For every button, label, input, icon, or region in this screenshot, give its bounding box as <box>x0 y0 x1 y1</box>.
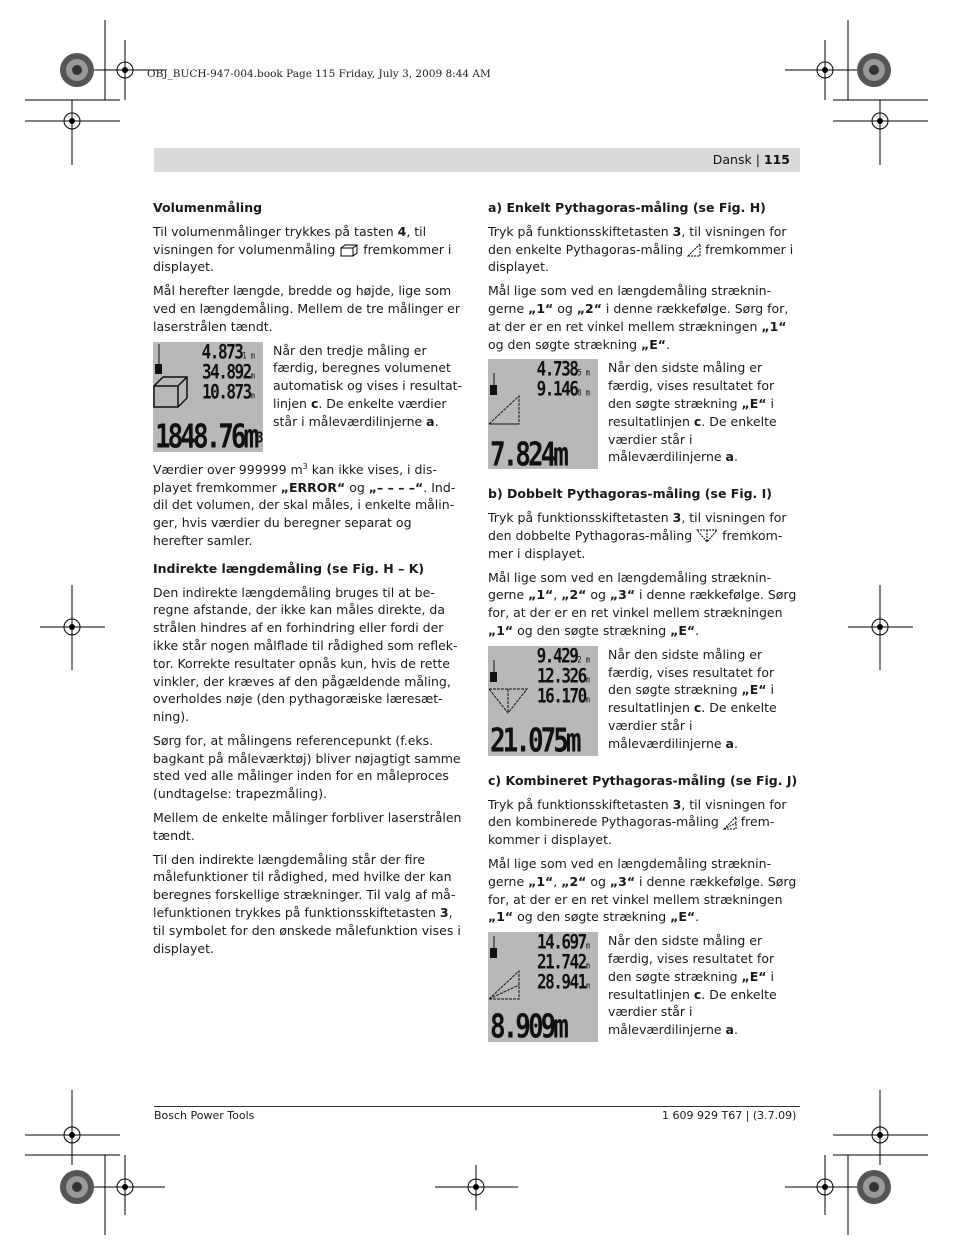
text: . Inddil det volumen, der skal måles, i enkelte målinger, hvis værdier du beregner separat og herefter samler. <box>153 479 456 548</box>
footer-rule <box>154 1106 800 1107</box>
paragraph: Mellem de enkelte målinger forbliver laserstrålen tændt. <box>153 810 462 843</box>
ref: c <box>310 395 319 411</box>
display-indicators-icon <box>490 373 498 397</box>
text: og den søgte strækning <box>513 622 671 638</box>
page-header <box>154 148 800 172</box>
value: 21.742 <box>536 950 586 974</box>
text: Når den sidste måling er færdig, vises resultatet for den søgte strækning <box>608 360 775 411</box>
text: Tryk på funktionsskiftetasten <box>488 223 673 239</box>
footer-docnumber: 1 609 929 T67 | (3.7.09) <box>662 1109 797 1122</box>
text: Til volumenmålinger trykkes på tasten <box>153 223 398 239</box>
paragraph <box>153 851 465 958</box>
text: fremkommer i displayet. <box>488 241 794 275</box>
ref: „E“ <box>641 336 667 352</box>
dash-code: „– – – –“ <box>368 479 424 495</box>
figure-caption <box>608 932 800 1039</box>
value: 34.892 <box>201 360 251 383</box>
unit: 8 m <box>577 388 590 399</box>
single-pythagoras-icon <box>687 243 701 257</box>
text: fremkommer i displayet. <box>488 814 775 848</box>
text: . De enkelte værdier står i måleværdilinjerne <box>273 395 447 429</box>
figure-double-pythagoras <box>488 644 800 761</box>
ref: c <box>693 413 702 429</box>
text: , til visningen for den kombinerede Pythagoras-måling <box>488 796 787 830</box>
text: . De enkelte værdier står i måleværdilinjerne <box>608 700 777 751</box>
value: 9.146 <box>536 377 578 401</box>
lcd-row-2 <box>537 379 590 405</box>
ref: „1“ <box>528 300 554 316</box>
unit: m <box>585 695 590 705</box>
paragraph: Sørg for, at målingens referencepunkt (f.eks. bagkant på måleværktøj) bliver nøjagtigt samme sted ved alle målinger inden for en måleproces (undtagelse: trapezmåling). <box>153 732 461 802</box>
text: , <box>553 873 562 889</box>
page-number: 115 <box>763 152 790 167</box>
paragraph <box>488 282 800 353</box>
value: 1848.76m <box>155 418 257 457</box>
text: i denne rækkefølge. Sørg for, at der er en ret vinkel mellem strækningen <box>488 587 797 621</box>
text: , til visningen for volumenmåling <box>153 223 427 257</box>
figure-caption <box>608 359 800 466</box>
key-ref: 3 <box>672 510 682 526</box>
lcd-result: 21.075m <box>490 722 579 761</box>
text: Mål lige som ved en længdemåling strækningerne <box>488 283 772 316</box>
exponent: 3 <box>302 461 308 471</box>
ref: „1“ <box>488 909 514 925</box>
text: . <box>666 336 670 352</box>
footer-brand: Bosch Power Tools <box>154 1109 255 1122</box>
ref: c <box>693 986 702 1002</box>
display-indicators-icon <box>490 936 498 960</box>
text: Når den tredje måling er færdig, beregnes volumenet automatisk og vises i resultatlinjen <box>273 342 463 411</box>
text: og den søgte strækning <box>488 336 642 352</box>
ref: „1“ <box>528 587 554 603</box>
text: og <box>553 300 577 316</box>
figure-volume <box>153 340 465 457</box>
ref: „1“ <box>488 622 514 638</box>
value: 4.738 <box>536 357 578 381</box>
text: i resultatlinjen <box>608 682 774 716</box>
ref: „E“ <box>741 395 767 411</box>
ref: „3“ <box>609 873 636 889</box>
figure-caption <box>608 646 800 753</box>
value: 16.170 <box>536 684 586 708</box>
text: i denne rækkefølge. Sørg for, at der er en ret vinkel mellem strækningen <box>488 873 797 907</box>
text: . De enkelte værdier står i måleværdilinjerne <box>608 413 777 465</box>
text: fremkommer i displayet. <box>153 241 452 275</box>
value: 12.326 <box>536 664 586 688</box>
combined-triangle-diagram-icon <box>488 970 522 1000</box>
text: . <box>733 449 738 465</box>
text: , til visningen for den enkelte Pythagoras-måling <box>488 223 787 257</box>
unit: 1 m <box>242 350 255 361</box>
double-pythagoras-icon <box>696 529 718 543</box>
paragraph <box>488 855 800 926</box>
paragraph <box>488 509 800 562</box>
ref: „E“ <box>741 968 767 984</box>
text: og <box>586 873 610 889</box>
paragraph <box>488 223 800 276</box>
value: 14.697 <box>536 930 586 954</box>
paragraph: Den indirekte længdemåling bruges til at beregne afstande, der ikke kan måles direkte, da strålen hindres af en forhindring eller fordi der ikke står nogen målflade til rådighed som reflektor. Korrekte resultater opnås kun, hvis de rette vinkler, der kræves af den pågældende måling, overholdes nøje (den pythagoræiske læresætning). <box>153 584 458 725</box>
left-column <box>153 199 465 963</box>
value: 4.873 <box>201 340 243 363</box>
ref: „3“ <box>609 587 636 603</box>
key-ref: 4 <box>397 223 407 239</box>
ref: „2“ <box>561 587 587 603</box>
text: , til visningen for den dobbelte Pythagoras-måling <box>488 510 787 543</box>
ref: „E“ <box>670 909 696 925</box>
value: 9.429 <box>536 644 578 668</box>
paragraph <box>153 458 465 550</box>
unit-exponent: 3 <box>256 428 264 447</box>
heading-double-pythagoras: b) Dobbelt Pythagoras-måling (se Fig. I) <box>488 486 773 502</box>
text: i denne rækkefølge. Sørg for, at der er en ret vinkel mellem strækningen <box>488 300 789 334</box>
unit: m <box>585 941 590 952</box>
text: i resultatlinjen <box>608 395 774 429</box>
display-indicators-icon <box>155 344 163 380</box>
paragraph <box>488 796 800 849</box>
text: i resultatlinjen <box>608 968 774 1002</box>
text: . <box>434 413 439 429</box>
header-separator: | <box>755 152 760 167</box>
header-text <box>713 152 790 167</box>
text: . <box>695 622 700 638</box>
heading-volume: Volumenmåling <box>153 200 263 215</box>
text: . <box>733 1022 738 1038</box>
text: Tryk på funktionsskiftetasten <box>488 510 673 526</box>
paragraph <box>153 223 465 276</box>
key-ref: 3 <box>672 223 682 239</box>
text: fremkommer i displayet. <box>488 527 783 561</box>
key-ref: 3 <box>672 796 682 812</box>
display-indicators-icon <box>490 660 498 684</box>
ref: a <box>725 1022 734 1038</box>
figure-caption <box>273 342 465 431</box>
ref: a <box>426 413 435 429</box>
box-volume-icon <box>153 376 189 408</box>
value: 10.873 <box>201 380 251 403</box>
ref: „2“ <box>561 873 587 889</box>
lcd-row-3 <box>537 972 590 998</box>
text: og den søgte strækning <box>513 909 671 925</box>
text: Mål lige som ved en længdemåling strækningerne <box>488 855 772 889</box>
heading-single-pythagoras: a) Enkelt Pythagoras-måling (se Fig. H) <box>488 200 766 215</box>
text: Når den sidste måling er færdig, vises resultatet for den søgte strækning <box>608 646 775 698</box>
text: og <box>345 479 369 495</box>
unit: m <box>585 981 590 992</box>
text: Til den indirekte længdemåling står der fire målefunktioner til rådighed, med hvilke der kan beregnes forskellige strækninger. Til valg af målefunktionen trykkes på funktionsskiftetasten <box>153 851 456 921</box>
text: Tryk på funktionsskiftetasten <box>488 796 673 812</box>
text: , til symbolet for den ønskede målefunktion vises i displayet. <box>153 905 461 956</box>
volume-icon <box>339 243 359 257</box>
lcd-display-single <box>488 357 598 474</box>
ref: „2“ <box>576 300 602 316</box>
print-slug: OBJ_BUCH-947-004.book Page 115 Friday, July 3, 2009 8:44 AM <box>147 68 491 80</box>
ref: „1“ <box>761 318 787 334</box>
unit: m <box>250 370 255 381</box>
unit: m <box>250 390 255 401</box>
double-triangle-diagram-icon <box>488 688 528 714</box>
text: . De enkelte værdier står i måleværdilinjerne <box>608 986 777 1038</box>
key-ref: 3 <box>439 905 449 921</box>
lcd-result <box>155 418 264 457</box>
unit: 2 m <box>577 655 590 665</box>
triangle-diagram-icon <box>488 395 522 425</box>
lcd-display-double <box>488 644 598 761</box>
unit: m <box>585 675 590 685</box>
ref: a <box>725 735 734 751</box>
lcd-result: 8.909m <box>490 1009 566 1047</box>
ref: „E“ <box>670 622 696 638</box>
paragraph: Mål herefter længde, bredde og højde, lige som ved en længdemåling. Mellem de tre målinger er laserstrålen tændt. <box>153 283 460 334</box>
ref: a <box>725 449 734 465</box>
error-code: „ERROR“ <box>280 479 346 495</box>
ref: „E“ <box>741 682 767 698</box>
text: . <box>733 735 738 751</box>
value: 28.941 <box>536 970 586 994</box>
lcd-result: 7.824m <box>490 436 566 474</box>
text: Værdier over 999999 m <box>153 461 303 477</box>
ref: c <box>693 700 702 716</box>
ref: „1“ <box>528 873 554 889</box>
lcd-display-volume <box>153 340 264 457</box>
right-column <box>488 199 800 1048</box>
text: kan ikke vises, i displayet fremkommer <box>153 461 437 495</box>
text: Når den sidste måling er færdig, vises resultatet for den søgte strækning <box>608 933 775 984</box>
lcd-display-combined <box>488 930 598 1047</box>
header-language: Dansk <box>712 152 752 167</box>
text: Mål lige som ved en længdemåling strækningerne <box>488 569 772 603</box>
figure-combined-pythagoras <box>488 930 800 1047</box>
text: , <box>553 587 562 603</box>
heading-combined-pythagoras: c) Kombineret Pythagoras-måling (se Fig. J) <box>488 772 798 788</box>
figure-single-pythagoras <box>488 357 800 474</box>
heading-indirect: Indirekte længdemåling (se Fig. H – K) <box>153 560 425 576</box>
unit: 5 m <box>577 368 590 379</box>
text: og <box>586 587 610 603</box>
text: . <box>695 909 700 925</box>
unit: m <box>585 961 590 972</box>
lcd-row-3 <box>537 686 590 712</box>
lcd-row-3 <box>202 381 255 407</box>
combined-pythagoras-icon <box>723 816 737 830</box>
paragraph <box>488 569 800 640</box>
